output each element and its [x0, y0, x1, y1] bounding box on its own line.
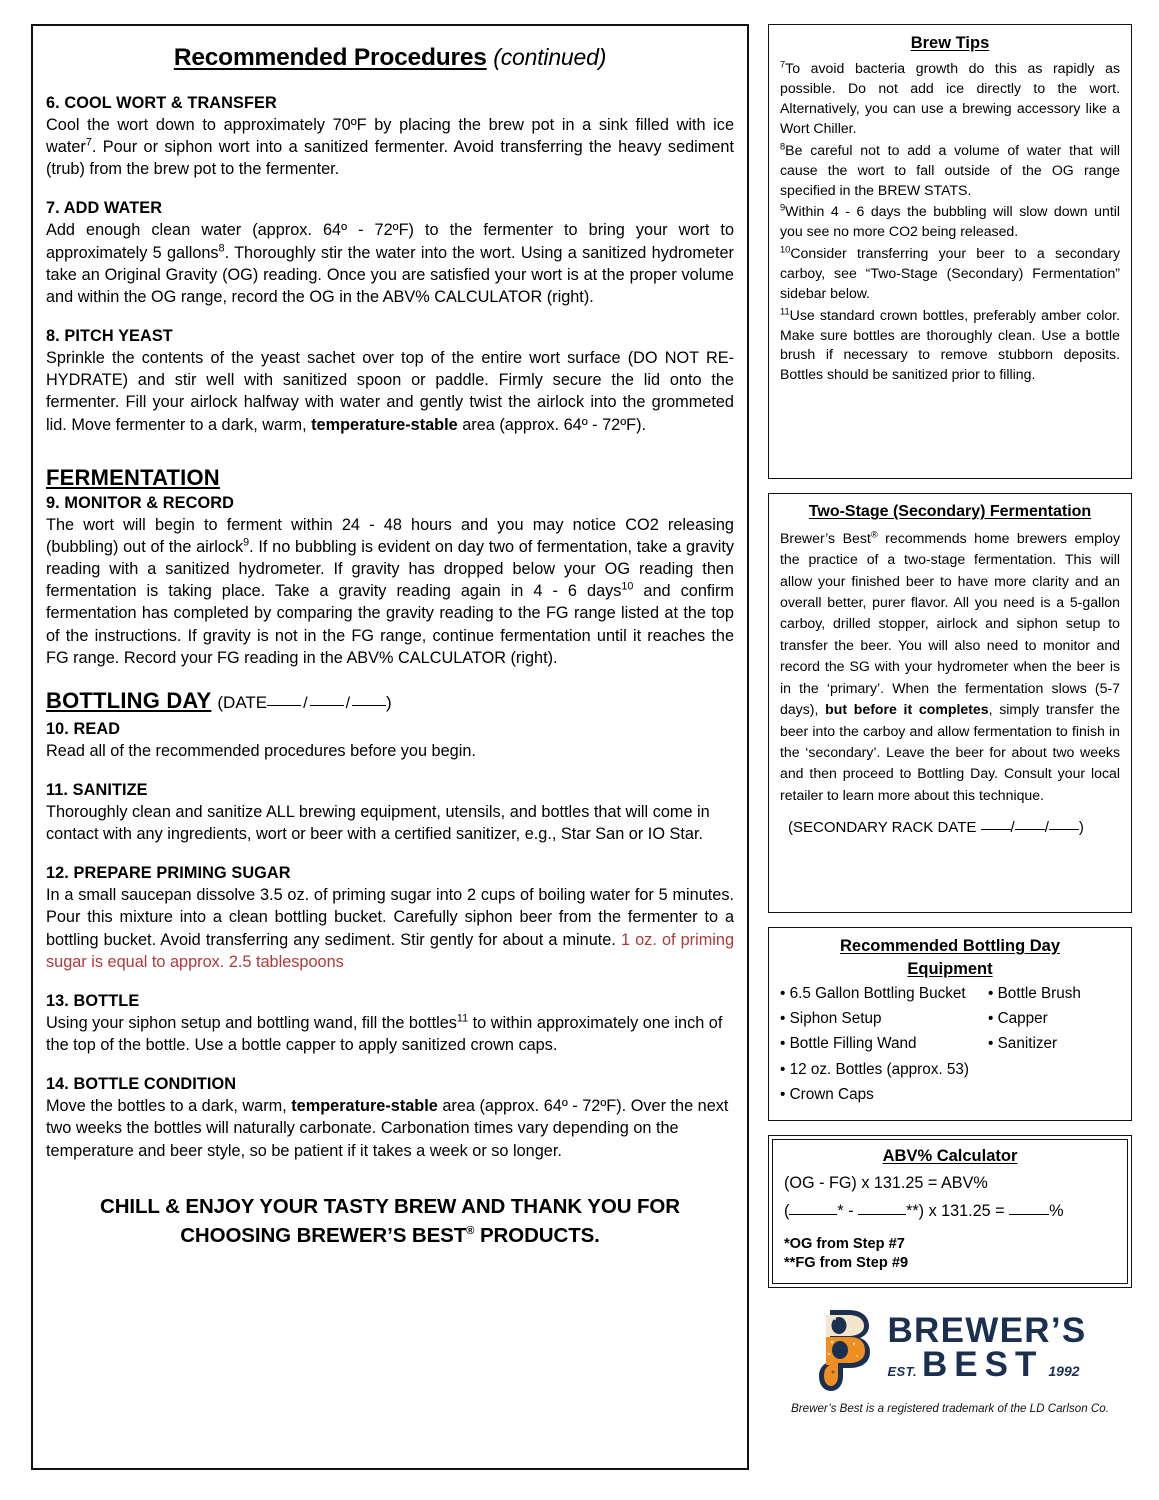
step-6-body [46, 114, 734, 180]
two-stage-body [780, 528, 1120, 806]
equipment-item: • 12 oz. Bottles (approx. 53) [780, 1060, 970, 1078]
step-6-body-pre: Cool the wort down to approximately 70ºF by placing the brew pot in a sink filled with ice water [46, 116, 734, 157]
equipment-title-line-2: Equipment [907, 960, 993, 979]
step-14-body-post: area (approx. 64º - 72ºF). Over the next two weeks the bottles will naturally carbonate. Carbonation times vary depending on the temperature and beer style, so be patient if it takes a week or so longer. [46, 1097, 729, 1160]
abv-calculator-title: ABV% Calculator [882, 1147, 1018, 1166]
step-9-body-post: and confirm fermentation has completed by comparing the gravity reading to the FG range listed at the top of the instructions. If gravity is not in the FG range, continue fermentation until it reaches the FG range. Record your FG reading in the ABV% CALCULATOR (right). [46, 582, 734, 667]
step-6-heading: 6. COOL WORT & TRANSFER [46, 94, 277, 112]
equipment-item: • Siphon Setup [780, 1010, 882, 1028]
abv-fill-star2: **) x 131.25 = [906, 1201, 1010, 1220]
step-8-body-pre: Sprinkle the contents of the yeast sachet over top of the entire wort surface (DO NOT RE-HYDRATE) and stir well with sanitized spoon or paddle. Firmly secure the lid onto the fermenter. Fill your airlock halfway with water and gently twist the airlock into the grommeted lid. Move fermenter to a dark, warm, [46, 349, 734, 434]
step-13-body [46, 1012, 734, 1056]
step-9-heading: 9. MONITOR & RECORD [46, 493, 234, 512]
abv-fill-star1: * - [837, 1201, 859, 1220]
rack-slash-1: / [1010, 819, 1015, 837]
rack-slash-2: / [1044, 819, 1049, 837]
logo-brewers-text: BREWER’S [887, 1311, 1087, 1351]
brew-tip-note [780, 244, 1120, 304]
equipment-item: • Bottle Filling Wand [780, 1035, 917, 1053]
brew-tip-text: Within 4 - 6 days the bubbling will slow down until you see no more CO2 being released. [780, 203, 1120, 240]
logo-est-text: EST. [887, 1364, 918, 1380]
step-9-body-mid: . If no bubbling is evident on day two of fermentation, take a gravity reading with a sanitized hydrometer. If gravity has dropped below your OG reading then fermentation is taking place. Take a gravity reading again in 4 - 6 days [46, 537, 734, 601]
brand-logo-block [768, 1306, 1132, 1415]
step-13 [46, 992, 734, 1056]
page-title-continued: (continued) [493, 44, 607, 70]
logo-best-text: BEST [922, 1345, 1044, 1385]
two-stage-fermentation-panel [768, 493, 1132, 913]
step-8-body-post: area (approx. 64º - 72ºF). [457, 415, 647, 434]
abv-og-field[interactable] [789, 1214, 837, 1215]
page-title [46, 44, 734, 72]
brew-tips-title: Brew Tips [910, 34, 990, 52]
abv-formula-line: (OG - FG) x 131.25 = ABV% [784, 1174, 988, 1193]
secondary-rack-date-label: (SECONDARY RACK DATE [788, 819, 977, 837]
step-14-bold-run: temperature-stable [291, 1097, 438, 1116]
bottling-day-date-day-field[interactable] [310, 705, 344, 706]
brew-tip-marker: 8 [780, 141, 786, 152]
abv-fill-percent: % [1049, 1201, 1064, 1220]
equipment-item: • Sanitizer [988, 1035, 1058, 1053]
fermentation-section [46, 455, 734, 494]
bottling-day-date-close: ) [386, 692, 392, 712]
equipment-item: • Capper [988, 1010, 1048, 1028]
brew-tip-marker: 10 [780, 244, 791, 255]
brew-tip-marker: 11 [780, 306, 790, 317]
fermentation-heading: FERMENTATION [46, 464, 220, 490]
step-13-heading: 13. BOTTLE [46, 991, 140, 1010]
equipment-column-left [780, 986, 988, 1112]
bottling-day-date-label: (DATE [217, 692, 268, 712]
step-13-body-post: to within approximately one inch of the top of the bottle. Use a bottle capper to apply sanitized crown caps. [46, 1013, 723, 1055]
step-8 [46, 327, 734, 436]
step-14-body-pre: Move the bottles to a dark, warm, [46, 1097, 292, 1116]
equipment-item: • Bottle Brush [988, 984, 1081, 1002]
date-slash-2: / [345, 694, 351, 712]
brew-tip-marker: 7 [780, 59, 786, 70]
page-title-main: Recommended Procedures [173, 44, 487, 71]
two-stage-body-mid: recommends home brewers employ the practice of a two-stage fermentation. This will allow your finished beer to have more clarity and an overall better, purer flavor. All you need is a 5-gallon carboy, drilled stopper, airlock and siphon setup to transfer the beer. You will also need to monitor and record the SG with your hydrometer when the beer is in the ‘primary’. When the fermentation slows (5-7 days), [780, 529, 1120, 718]
step-14 [46, 1075, 734, 1161]
brew-tip-text: To avoid bacteria growth do this as rapidly as possible. Do not add ice directly to the wort. Alternatively, you can use a brewing accessory like a Wort Chiller. [780, 60, 1120, 137]
step-9-body [46, 514, 734, 669]
step-6 [46, 94, 734, 180]
step-10 [46, 720, 734, 762]
step-9-body-pre: The wort will begin to ferment within 24 - 48 hours and you may notice CO2 releasing (bubbling) out of the airlock [46, 515, 734, 556]
abv-fill-in-line [784, 1200, 1116, 1223]
step-8-body [46, 347, 734, 436]
brew-tips-panel [768, 24, 1132, 479]
rack-date-month-field[interactable] [981, 829, 1011, 830]
step-8-heading: 8. PITCH YEAST [46, 327, 173, 346]
step-7-body [46, 219, 734, 308]
bottling-day-date-month-field[interactable] [267, 705, 301, 706]
step-9-footnote-ref-b: 10 [621, 580, 634, 593]
step-12-red-note: 1 oz. of priming sugar is equal to approx. 2.5 tablespoons [46, 930, 735, 971]
step-12 [46, 864, 734, 973]
closing-line-2 [46, 1221, 734, 1251]
step-9-footnote-ref-a: 9 [243, 536, 250, 549]
beer-glass-b-logo-icon [813, 1306, 875, 1392]
logo-wordmark [887, 1311, 1087, 1385]
abv-result-field[interactable] [1009, 1214, 1049, 1215]
step-12-body-text: In a small saucepan dissolve 3.5 oz. of priming sugar into 2 cups of boiling water for 5 minutes. Pour this mixture into a clean bottling bucket. Carefully siphon beer from the fermenter to a bottling bucket. Avoid transferring any sediment. Stir gently for about a minute. [46, 886, 734, 949]
step-7-heading: 7. ADD WATER [46, 199, 163, 218]
bottling-day-heading: BOTTLING DAY [46, 687, 212, 713]
abv-fg-field[interactable] [858, 1214, 906, 1215]
logo-best-row [887, 1345, 1086, 1385]
equipment-title-line-1: Recommended Bottling Day [839, 937, 1061, 955]
brew-tip-text: Use standard crown bottles, preferably amber color. Make sure bottles are thoroughly clean. Use a bottle brush if necessary to remove stubborn deposits. Bottles should be sanitized prior to filling. [780, 306, 1120, 383]
closing-message [46, 1192, 734, 1251]
brew-tip-marker: 9 [780, 202, 786, 213]
main-procedures-panel [31, 24, 749, 1470]
sidebar-column [768, 24, 1132, 1415]
step-14-heading: 14. BOTTLE CONDITION [46, 1075, 237, 1094]
registered-trademark-icon: ® [466, 1225, 475, 1238]
logo-row [768, 1306, 1132, 1392]
brew-tip-note [780, 306, 1120, 385]
date-slash-1: / [303, 694, 308, 712]
two-stage-bold-run: but before it completes [825, 701, 989, 718]
step-8-bold-run: temperature-stable [311, 415, 458, 434]
step-12-body [46, 884, 734, 973]
rack-date-year-field[interactable] [1049, 829, 1079, 830]
two-stage-body-post: , simply transfer the beer into the carboy and allow fermentation to finish in the ‘secondary’. Leave the beer for about two weeks and then proceed to Bottling Day. Consult your local retailer to learn more about this technique. [780, 701, 1120, 803]
equipment-item: • 6.5 Gallon Bottling Bucket [780, 984, 966, 1002]
secondary-rack-date-close: ) [1078, 819, 1084, 837]
step-7 [46, 199, 734, 308]
step-7-body-pre: Add enough clean water (approx. 64º - 72ºF) to the fermenter to bring your wort to approximately 5 gallons [46, 221, 734, 262]
logo-year-text: 1992 [1048, 1363, 1080, 1380]
equipment-lists [780, 986, 1120, 1112]
step-10-body: Read all of the recommended procedures before you begin. [46, 741, 476, 760]
registered-trademark-icon: ® [870, 529, 878, 540]
step-11-heading: 11. SANITIZE [46, 780, 148, 799]
brew-tip-text: Consider transferring your beer to a secondary carboy, see “Two-Stage (Secondary) Fermentation” sidebar below. [780, 245, 1120, 301]
bottling-equipment-panel [768, 927, 1132, 1121]
secondary-rack-date-row [780, 819, 1120, 836]
bottling-day-section-header [46, 688, 734, 714]
brew-tip-text: Be careful not to add a volume of water that will cause the wort to fall outside of the OG range specified in the BREW STATS. [780, 141, 1120, 198]
abv-fill-open-paren: ( [784, 1201, 790, 1220]
brew-tip-note [780, 202, 1120, 242]
two-stage-body-pre: Brewer’s Best [780, 529, 871, 546]
step-14-body [46, 1095, 734, 1161]
closing-line-2-pre: CHOOSING BREWER’S BEST [180, 1224, 467, 1248]
step-11 [46, 781, 734, 845]
step-12-heading: 12. PREPARE PRIMING SUGAR [46, 864, 291, 883]
step-10-heading: 10. READ [46, 719, 121, 738]
step-9 [46, 494, 734, 669]
abv-note-fg: **FG from Step #9 [784, 1254, 909, 1271]
bottling-day-date-year-field[interactable] [352, 705, 386, 706]
brew-tip-note [780, 59, 1120, 138]
trademark-notice: Brewer’s Best is a registered trademark of the LD Carlson Co. [791, 1401, 1109, 1415]
step-7-body-post: . Thoroughly stir the water into the wort. Using a sanitized hydrometer take an Original Gravity (OG) reading. Once you are satisfied your wort is at the proper volume and within the OG range, record the OG in the ABV% CALCULATOR (right). [46, 243, 734, 306]
step-6-footnote-ref: 7 [85, 136, 92, 149]
brew-tip-note [780, 141, 1120, 201]
equipment-column-right [988, 986, 1118, 1112]
abv-calculator-inner [772, 1139, 1128, 1283]
step-11-body: Thoroughly clean and sanitize ALL brewing equipment, utensils, and bottles that will come in contact with any ingredients, wort or beer with a certified sanitizer, e.g., Star San or IO Star. [46, 802, 710, 844]
closing-line-2-post: PRODUCTS. [474, 1224, 600, 1248]
rack-date-day-field[interactable] [1015, 829, 1045, 830]
two-stage-title: Two-Stage (Secondary) Fermentation [808, 503, 1092, 520]
step-13-body-pre: Using your siphon setup and bottling wand, fill the bottles [46, 1013, 457, 1032]
abv-note-og: *OG from Step #7 [784, 1236, 905, 1253]
step-7-footnote-ref: 8 [218, 242, 225, 255]
abv-calculator-panel [768, 1135, 1132, 1287]
step-13-footnote-ref: 11 [456, 1012, 469, 1025]
equipment-item: • Crown Caps [780, 1086, 874, 1104]
closing-line-1: CHILL & ENJOY YOUR TASTY BREW AND THANK YOU FOR [100, 1194, 680, 1218]
step-6-body-post: . Pour or siphon wort into a sanitized fermenter. Avoid transferring the heavy sediment (trub) from the brew pot to the fermenter. [46, 138, 734, 179]
